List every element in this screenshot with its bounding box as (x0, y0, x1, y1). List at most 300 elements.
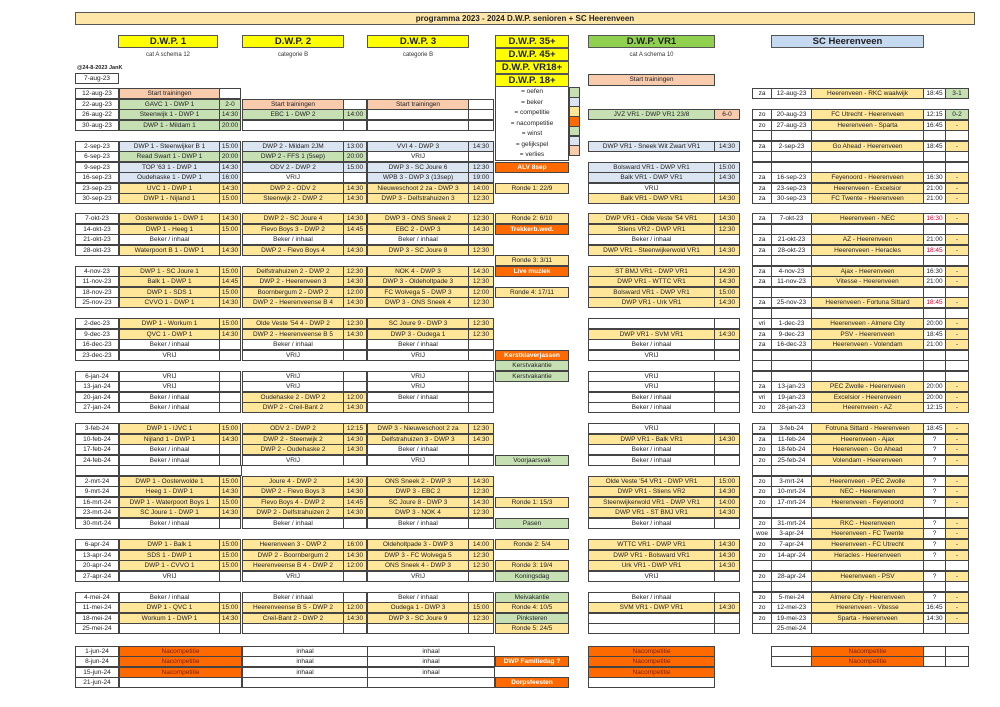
time-cell-dwp3: 15:00 (468, 602, 494, 613)
date-cell: 2-mrt-24 (75, 476, 119, 487)
sch-empty-cell (771, 287, 812, 298)
vr1-match-cell: VRIJ (588, 371, 715, 382)
legend-nacompetitie: = nacompetitie (510, 119, 554, 127)
time-cell-dwp1: 15:00 (219, 266, 241, 277)
match-cell-dwp1: DWP 1 - Nijland 1 (119, 193, 220, 204)
date-cell: 26-aug-22 (75, 109, 119, 120)
match-cell-dwp3: DWP 3 - NOK 4 (367, 507, 469, 518)
sch-day-cell: za (752, 266, 772, 277)
time-cell-dwp2: 12:30 (343, 266, 367, 277)
sch-empty-cell (752, 360, 772, 371)
sch-day-cell: za (752, 381, 772, 392)
vr1-match-cell: DWP VR1 - Olde Veste '54 VR1 (588, 213, 715, 224)
match-cell-dwp2: DWP 2 - Heerenveen 3 (242, 276, 344, 287)
time-cell-dwp3: 12:30 (468, 560, 494, 571)
sch-day-cell: za (752, 234, 772, 245)
time-cell-dwp2 (343, 371, 367, 382)
time-cell-dwp1: 14:45 (219, 276, 241, 287)
sch-empty-cell (811, 581, 924, 592)
header-vr1: D.W.P. VR1 (588, 35, 715, 48)
vr1-time-cell: 14:30 (714, 276, 740, 287)
match-cell-dwp3: Delfstrahuizen 3 - DWP 3 (367, 434, 469, 445)
sch-time-cell (923, 623, 946, 634)
date-cell: 8-jun-24 (75, 656, 119, 667)
time-cell-dwp2: 14:30 (343, 183, 367, 194)
sch-date-cell: 13-jan-23 (771, 381, 812, 392)
time-cell-dwp3 (468, 151, 494, 162)
sch-result-cell: - (945, 329, 969, 340)
sch-empty-cell (923, 130, 946, 141)
vr1-time-cell (714, 571, 740, 582)
sch-date-cell: 31-mrt-24 (771, 518, 812, 529)
match-cell-dwp2: DWP 2 - Flevo Boys 4 (242, 245, 344, 256)
time-cell-dwp3: 12:30 (468, 245, 494, 256)
date-cell: 4-mei-24 (75, 592, 119, 603)
time-cell-dwp2: 14:30 (343, 329, 367, 340)
date-cell: 2-sep-23 (75, 141, 119, 152)
vr1-match-cell: Beker / inhaal (588, 392, 715, 403)
time-cell-dwp3 (468, 444, 494, 455)
match-cell-dwp1: UVC 1 - DWP 1 (119, 183, 220, 194)
sch-time-cell: ? (923, 592, 946, 603)
sch-match-cell: Almere City - Heerenveen (811, 592, 924, 603)
sch-time-cell: 12:15 (923, 402, 946, 413)
time-cell-dwp3: 12:30 (468, 193, 494, 204)
sch-empty-cell (811, 255, 924, 266)
date-cell: 21-okt-23 (75, 234, 119, 245)
date-cell: 30-aug-23 (75, 120, 119, 131)
date-cell: 11-mei-24 (75, 602, 119, 613)
sch-date-cell: 27-aug-23 (771, 120, 812, 131)
time-cell-dwp2: 12:00 (343, 602, 367, 613)
vr1-match-cell: Beker / inhaal (588, 339, 715, 350)
date-cell: 11-nov-23 (75, 276, 119, 287)
match-cell-dwp3 (367, 623, 469, 634)
match-cell-dwp2: Heerenveen 3 - DWP 2 (242, 539, 344, 550)
time-cell-dwp2: 12:00 (343, 392, 367, 403)
match-cell-dwp2: EBC 1 - DWP 2 (242, 109, 344, 120)
match-cell-dwp2: Steenwijk 2 - DWP 2 (242, 193, 344, 204)
time-cell-dwp3: 12:30 (468, 550, 494, 561)
time-cell-dwp3 (468, 518, 494, 529)
time-cell-dwp3 (468, 381, 494, 392)
sch-empty-cell (752, 308, 772, 319)
header-dwp3-sub: categorie B (402, 52, 434, 58)
sch-time-cell: 18:45 (923, 423, 946, 434)
sch-result-cell: - (945, 444, 969, 455)
sch-date-cell: 12-mei-23 (771, 602, 812, 613)
match-cell-dwp1: VRIJ (119, 350, 220, 361)
time-cell-dwp2: 13:00 (343, 141, 367, 152)
time-cell-dwp1: 20:00 (219, 151, 241, 162)
sch-empty-cell (923, 308, 946, 319)
time-cell-dwp3 (468, 234, 494, 245)
sch-result-cell: - (945, 392, 969, 403)
sch-date-cell: 25-feb-24 (771, 455, 812, 466)
sch-match-cell: Volendam - Heerenveen (811, 455, 924, 466)
sch-match-cell: Nacompetitie (811, 656, 924, 667)
time-cell-dwp3 (468, 339, 494, 350)
sch-day-cell: zo (752, 497, 772, 508)
match-cell-dwp1: Waterpoort B 1 - DWP 1 (119, 245, 220, 256)
sch-empty-cell (923, 560, 946, 571)
match-cell-dwp3: DWP 3 - ONS Sneek 4 (367, 297, 469, 308)
sch-day-cell: zo (752, 613, 772, 624)
date-cell: 25-mei-24 (75, 623, 119, 634)
match-cell-dwp1: DWP 1 - CVVO 1 (119, 560, 220, 571)
vr1-time-cell: 15:00 (714, 287, 740, 298)
match-cell-dwp3: Beker / inhaal (367, 444, 469, 455)
seniors-event: Ronde 5: 24/5 (495, 623, 569, 634)
match-cell-dwp3: DWP 3 - Oldeholtpade 3 (367, 276, 469, 287)
match-cell-dwp2: DWP 2 - Creil-Bant 2 (242, 402, 344, 413)
vr1-time-cell: 14:30 (714, 434, 740, 445)
sch-time-cell (923, 656, 946, 667)
header-dwp1-sub: cat A schema 12 (145, 52, 191, 58)
match-cell-dwp3: Beker / inhaal (367, 592, 469, 603)
sch-empty-cell (752, 507, 772, 518)
sch-time-cell: 21:00 (923, 276, 946, 287)
sch-empty-cell (752, 560, 772, 571)
sch-result-cell: - (945, 234, 969, 245)
sch-match-cell: NEC - Heerenveen (811, 486, 924, 497)
sch-match-cell: Heerenveen - FC Twente (811, 528, 924, 539)
time-cell-dwp2: 14:45 (343, 497, 367, 508)
sch-date-cell: 19-mei-23 (771, 613, 812, 624)
sch-empty-cell (771, 224, 812, 235)
legend-winst: = winst (521, 130, 543, 137)
seniors-event: Meivakantie (495, 592, 569, 603)
match-cell-dwp1: Oosterwolde 1 - DWP 1 (119, 213, 220, 224)
vr1-match-cell: DWP VR1 - Stiens VR2 (588, 486, 715, 497)
match-cell-dwp2: DWP 2 - Boornbergum 2 (242, 550, 344, 561)
date-cell: 18-mei-24 (75, 613, 119, 624)
time-cell-dwp3: 12:30 (468, 276, 494, 287)
sch-match-cell: Fotruna Sittard - Heerenveen (811, 423, 924, 434)
sch-date-cell: 11-nov-23 (771, 276, 812, 287)
sch-empty-cell (811, 507, 924, 518)
sch-result-cell: - (945, 381, 969, 392)
seniors-event: Ronde 2: 6/10 (495, 213, 569, 224)
sch-day-cell: zo (752, 109, 772, 120)
sch-match-cell: Heerenveen - Vitesse (811, 602, 924, 613)
seniors-event: Kerstvakantie (495, 371, 569, 382)
sch-empty-cell (945, 224, 969, 235)
match-cell-dwp2: Beker / inhaal (242, 518, 344, 529)
match-cell-dwp3 (367, 120, 469, 131)
sch-match-cell: Nacompetitie (811, 646, 924, 657)
sch-date-cell: 4-nov-23 (771, 266, 812, 277)
sch-match-cell: Heerenveen - AZ (811, 402, 924, 413)
sch-empty-cell (771, 371, 812, 382)
sch-match-cell: FC Twente - Heerenveen (811, 193, 924, 204)
time-cell-dwp2: 14:30 (343, 507, 367, 518)
sch-match-cell: Heerenveen - Feyenoord (811, 497, 924, 508)
seniors-event: Ronde 4: 17/11 (495, 287, 569, 298)
vr1-match-cell: VRIJ (588, 381, 715, 392)
sch-day-cell: zo (752, 444, 772, 455)
vr1-time-cell: 14:00 (714, 497, 740, 508)
match-cell-dwp3: DWP 3 - SC Joure 9 (367, 613, 469, 624)
date-cell (75, 465, 119, 476)
match-cell-dwp2 (242, 120, 344, 131)
time-cell-dwp3 (468, 592, 494, 603)
time-cell-dwp3 (468, 120, 494, 131)
date-cell: 18-nov-23 (75, 287, 119, 298)
sch-date-cell: 7-okt-23 (771, 213, 812, 224)
time-cell-dwp1: 15:00 (219, 193, 241, 204)
sch-date-cell: 23-sep-23 (771, 183, 812, 194)
date-cell: 6-sep-23 (75, 151, 119, 162)
time-cell-dwp1: 14:30 (219, 613, 241, 624)
vr1-time-cell (714, 381, 740, 392)
sch-empty-cell (752, 581, 772, 592)
match-cell-dwp1: TOP '63 1 - DWP 1 (119, 162, 220, 173)
match-cell-dwp1: DWP 1 - SC Joure 1 (119, 266, 220, 277)
time-cell-dwp2: 14:30 (343, 444, 367, 455)
date-cell: 27-apr-24 (75, 571, 119, 582)
sch-date-cell: 19-jan-23 (771, 392, 812, 403)
vr1-match-cell: Nacompetitie (588, 667, 715, 678)
sch-result-cell: - (945, 193, 969, 204)
sch-time-cell: 21:00 (923, 183, 946, 194)
sch-match-cell: AZ - Heerenveen (811, 234, 924, 245)
match-cell-dwp2: DWP 2 - Delfstrahuizen 2 (242, 507, 344, 518)
sch-result-cell: - (945, 297, 969, 308)
sch-date-cell: 18-feb-24 (771, 444, 812, 455)
sch-empty-cell (923, 350, 946, 361)
match-cell-dwp1: DWP 1 - Oosterwolde 1 (119, 476, 220, 487)
date-cell: 13-apr-24 (75, 550, 119, 561)
sch-time-cell: ? (923, 539, 946, 550)
sch-day-cell: zo (752, 571, 772, 582)
time-cell-dwp3: 14:30 (468, 434, 494, 445)
time-cell-dwp3: 12:30 (468, 318, 494, 329)
match-cell-dwp3: inhaal (367, 656, 495, 667)
sch-date-cell: 10-mrt-24 (771, 486, 812, 497)
match-cell-dwp3: Beker / inhaal (367, 234, 469, 245)
sch-result-cell: - (945, 550, 969, 561)
sch-date-cell (771, 656, 812, 667)
time-cell-dwp2 (343, 120, 367, 131)
vr1-match-cell: Beker / inhaal (588, 592, 715, 603)
match-cell-dwp1: Start trainingen (119, 88, 220, 99)
sch-time-cell: 18:45 (923, 141, 946, 152)
time-cell-dwp2 (343, 592, 367, 603)
time-cell-dwp3: 14:30 (468, 497, 494, 508)
date-cell: 25-nov-23 (75, 297, 119, 308)
sch-empty-cell (945, 507, 969, 518)
match-cell-dwp2: Joure 4 - DWP 2 (242, 476, 344, 487)
date-cell: 6-apr-24 (75, 539, 119, 550)
sch-empty-cell (811, 130, 924, 141)
time-cell-dwp3: 14:30 (468, 266, 494, 277)
match-cell-dwp1: DWP 1 - Heeg 1 (119, 224, 220, 235)
sch-empty-cell (811, 371, 924, 382)
sch-empty-cell (771, 560, 812, 571)
seniors-event: Trekkerb.wed. (495, 224, 569, 235)
sch-time-cell: 20:00 (923, 381, 946, 392)
seniors-event: Kerstklaverjassen (495, 350, 569, 361)
sch-empty-cell (752, 287, 772, 298)
vr1-time-cell (714, 183, 740, 194)
time-cell-dwp1: 14:30 (219, 213, 241, 224)
sch-date-cell: 17-mrt-24 (771, 497, 812, 508)
match-cell-dwp1: Heeg 1 - DWP 1 (119, 486, 220, 497)
sch-empty-cell (923, 287, 946, 298)
date-cell: 9-dec-23 (75, 329, 119, 340)
match-cell-dwp3: DWP 3 - Delfstrahuizen 3 (367, 193, 469, 204)
sch-time-cell: 21:00 (923, 193, 946, 204)
match-cell (119, 465, 242, 476)
sch-day-cell: vri (752, 392, 772, 403)
time-cell-dwp1 (219, 444, 241, 455)
sch-date-cell: 25-nov-23 (771, 297, 812, 308)
vr1-match-cell: Steenwijkerwold VR1 - DWP VR1 (588, 497, 715, 508)
sch-empty-cell (752, 371, 772, 382)
sch-empty-cell (771, 151, 812, 162)
time-cell-dwp2: 14:30 (343, 193, 367, 204)
sch-empty-cell (811, 224, 924, 235)
sch-result-cell: - (945, 528, 969, 539)
match-cell-dwp3: inhaal (367, 667, 495, 678)
time-cell-dwp2 (343, 518, 367, 529)
vr1-match-cell: Bolsward VR1 - DWP VR1 (588, 287, 715, 298)
match-cell-dwp1: Nacompetitie (119, 656, 242, 667)
time-cell-dwp3: 12:30 (468, 297, 494, 308)
time-cell-dwp2: 14:45 (343, 224, 367, 235)
header-dwp35: D.W.P. 35+ (495, 35, 569, 48)
match-cell-dwp2 (242, 623, 344, 634)
time-cell-dwp2 (343, 623, 367, 634)
time-cell-dwp1 (219, 592, 241, 603)
sch-empty-cell (945, 151, 969, 162)
sch-day-cell (752, 623, 772, 634)
vr1-time-cell: 14:30 (714, 266, 740, 277)
time-cell-dwp1 (219, 392, 241, 403)
sch-empty-cell (945, 560, 969, 571)
sch-match-cell: PEC Zwolle - Heerenveen (811, 381, 924, 392)
sch-empty-cell (771, 350, 812, 361)
sch-empty-cell (752, 151, 772, 162)
sch-time-cell: 14:30 (923, 613, 946, 624)
sch-date-cell: 14-apr-24 (771, 550, 812, 561)
time-cell-dwp3: 12:00 (468, 287, 494, 298)
sch-day-cell: za (752, 213, 772, 224)
time-cell-dwp1: 15:00 (219, 560, 241, 571)
match-cell-dwp2: Heerenveense B 5 - DWP 2 (242, 602, 344, 613)
vr1-time-cell: 14:30 (714, 507, 740, 518)
match-cell-dwp1: DWP 1 - QVC 1 (119, 602, 220, 613)
sch-date-cell: 30-sep-23 (771, 193, 812, 204)
sch-empty-cell (752, 130, 772, 141)
sch-result-cell: - (945, 402, 969, 413)
vr1-time-cell (714, 444, 740, 455)
time-cell-dwp2 (343, 339, 367, 350)
sch-date-cell: 3-apr-24 (771, 528, 812, 539)
match-cell-dwp3: VRIJ (367, 151, 469, 162)
sch-date-cell: 7-apr-24 (771, 539, 812, 550)
match-cell-dwp1: Nijland 1 - DWP 1 (119, 434, 220, 445)
time-cell-dwp1 (219, 623, 241, 634)
vr1-time-cell: 14:30 (714, 539, 740, 550)
sch-empty-cell (923, 162, 946, 173)
sch-time-cell: 21:00 (923, 339, 946, 350)
seniors-event: Ronde 4: 10/5 (495, 602, 569, 613)
sch-match-cell: Sparta - Heerenveen (811, 613, 924, 624)
vr1-time-cell: 14:30 (714, 245, 740, 256)
match-cell-dwp3: VRIJ (367, 455, 469, 466)
sch-time-cell: 16:45 (923, 120, 946, 131)
match-cell-dwp2: Beker / inhaal (242, 339, 344, 350)
match-cell-dwp3: Beker / inhaal (367, 339, 469, 350)
match-cell-dwp3: DWP 3 - SC Joure 6 (367, 162, 469, 173)
time-cell-dwp1 (219, 381, 241, 392)
match-cell-dwp3: Oudega 1 - DWP 3 (367, 602, 469, 613)
time-cell-dwp3 (468, 392, 494, 403)
sch-empty-cell (945, 162, 969, 173)
sch-date-cell: 9-dec-23 (771, 329, 812, 340)
sch-empty-cell (811, 162, 924, 173)
sch-day-cell: za (752, 172, 772, 183)
match-cell-dwp3: Nieuweschoot 2 za - DWP 3 (367, 183, 469, 194)
header-dwp2-sub: categorie B (277, 52, 309, 58)
sch-empty-cell (945, 465, 969, 476)
time-cell-dwp3: 12:30 (468, 486, 494, 497)
match-cell-dwp1: Read Swart 1 - DWP 1 (119, 151, 220, 162)
match-cell-dwp3: Beker / inhaal (367, 518, 469, 529)
vr1-match-cell: Urk VR1 - DWP VR1 (588, 560, 715, 571)
sch-result-cell: - (945, 602, 969, 613)
sch-empty-cell (811, 287, 924, 298)
match-cell-dwp1: VRIJ (119, 371, 220, 382)
time-cell-dwp3: 14:30 (468, 224, 494, 235)
time-cell-dwp2 (343, 381, 367, 392)
seniors-event: Pasen (495, 518, 569, 529)
match-cell-dwp1: DWP 1 - Waterpoort Boys 1 (119, 497, 220, 508)
match-cell-dwp1: Steenwijk 1 - DWP 1 (119, 109, 220, 120)
match-cell-dwp1: SDS 1 - DWP 1 (119, 550, 220, 561)
match-cell-dwp1: Beker / inhaal (119, 518, 220, 529)
vr1-time-cell (714, 592, 740, 603)
sch-match-cell: Heerenveen - PSV (811, 571, 924, 582)
sch-empty-cell (945, 287, 969, 298)
sch-match-cell: Heerenveen - RKC waalwijk (811, 88, 924, 99)
vr1-time-cell: 14:30 (714, 172, 740, 183)
time-cell-dwp2: 14:30 (343, 550, 367, 561)
match-cell-dwp2: DWP 2 - ODV 2 (242, 183, 344, 194)
time-cell-dwp2: 14:30 (343, 434, 367, 445)
sch-result-cell: - (945, 571, 969, 582)
match-cell-dwp3: FC Wolvega 5 - DWP 3 (367, 287, 469, 298)
time-cell-dwp3 (468, 623, 494, 634)
time-cell-dwp1: 15:00 (219, 423, 241, 434)
sch-match-cell: Vitesse - Heerenveen (811, 276, 924, 287)
date-cell: 4-nov-23 (75, 266, 119, 277)
vr1-match-cell: Stiens VR2 - DWP VR1 (588, 224, 715, 235)
sch-time-cell: ? (923, 497, 946, 508)
sch-match-cell: Heerenveen - Volendam (811, 339, 924, 350)
date-cell: 20-apr-24 (75, 560, 119, 571)
vr1-time-cell: 14:30 (714, 297, 740, 308)
time-cell-dwp2 (343, 234, 367, 245)
sch-match-cell: Heracles - Heerenveen (811, 550, 924, 561)
match-cell-dwp2: Beker / inhaal (242, 234, 344, 245)
match-cell-dwp3: DWP 3 - ONS Sneek 2 (367, 213, 469, 224)
sch-match-cell: Heerenveen - Fortuna Sittard (811, 297, 924, 308)
match-cell-dwp3: Beker / inhaal (367, 392, 469, 403)
vr1-start-trainingen: Start trainingen (588, 74, 715, 86)
